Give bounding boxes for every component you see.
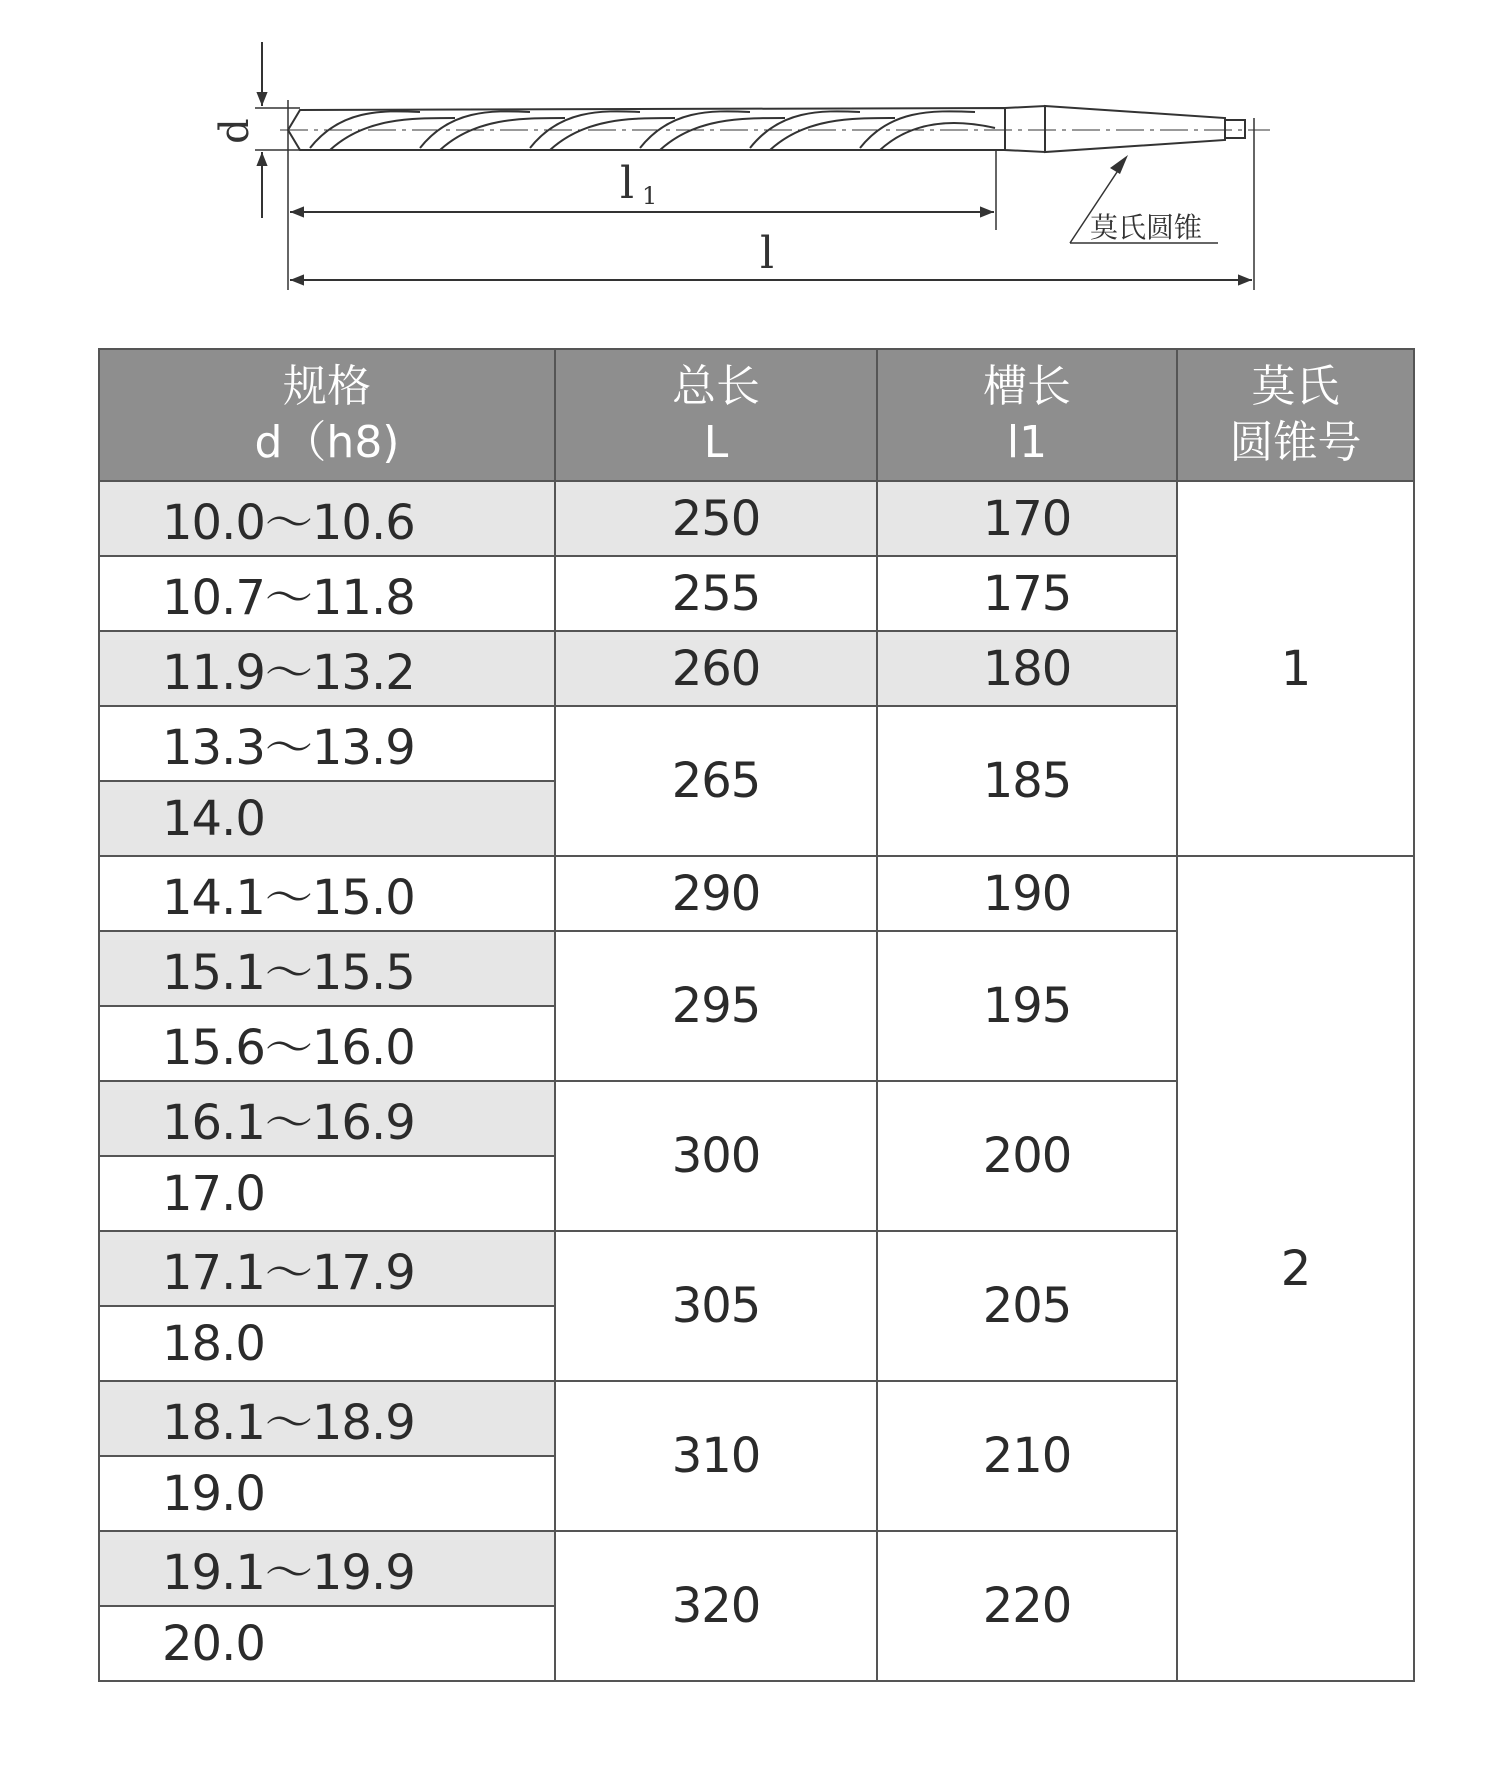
drill-spec-table <box>98 348 1415 1682</box>
total-length-cell: 250 <box>555 481 877 556</box>
diameter-cell: 16.1～16.9 <box>99 1081 555 1156</box>
diameter-cell: 15.1～15.5 <box>99 931 555 1006</box>
table-row <box>99 481 1414 556</box>
header-morse-taper: 莫氏 圆锥号 <box>1177 349 1414 481</box>
diameter-cell: 19.1～19.9 <box>99 1531 555 1606</box>
flute-length-cell: 175 <box>877 556 1177 631</box>
total-length-cell: 310 <box>555 1381 877 1531</box>
diameter-cell: 14.0 <box>99 781 555 856</box>
flute-length-cell: 205 <box>877 1231 1177 1381</box>
diameter-cell: 10.0～10.6 <box>99 481 555 556</box>
diameter-cell: 20.0 <box>99 1606 555 1681</box>
flute-length-cell: 190 <box>877 856 1177 931</box>
taper-shank-drill-drawing <box>0 0 1500 330</box>
total-length-cell: 295 <box>555 931 877 1081</box>
d-label: d <box>212 118 258 144</box>
flute-length-cell: 185 <box>877 706 1177 856</box>
l-label: l <box>760 228 775 279</box>
diameter-cell: 17.0 <box>99 1156 555 1231</box>
morse-taper-label: 莫氏圆锥 <box>1090 211 1203 244</box>
diameter-cell: 17.1～17.9 <box>99 1231 555 1306</box>
drill-body <box>288 106 1245 152</box>
diameter-cell: 10.7～11.8 <box>99 556 555 631</box>
total-length-cell: 260 <box>555 631 877 706</box>
flute-length-cell: 210 <box>877 1381 1177 1531</box>
flute-length-cell: 170 <box>877 481 1177 556</box>
total-length-cell: 290 <box>555 856 877 931</box>
header-flute-length: 槽长 l1 <box>877 349 1177 481</box>
l1-subscript: 1 <box>642 182 658 210</box>
diameter-cell: 18.1～18.9 <box>99 1381 555 1456</box>
total-length-cell: 265 <box>555 706 877 856</box>
table-row <box>99 856 1414 931</box>
total-length-cell: 320 <box>555 1531 877 1681</box>
header-row <box>99 349 1414 481</box>
morse-taper-cell: 1 <box>1177 481 1414 856</box>
diameter-cell: 18.0 <box>99 1306 555 1381</box>
diameter-cell: 13.3～13.9 <box>99 706 555 781</box>
drill-diagram <box>0 0 1500 330</box>
diameter-cell: 15.6～16.0 <box>99 1006 555 1081</box>
diameter-cell: 14.1～15.0 <box>99 856 555 931</box>
flute-length-cell: 200 <box>877 1081 1177 1231</box>
l1-label: l <box>620 158 635 209</box>
flute-length-cell: 220 <box>877 1531 1177 1681</box>
diameter-cell: 11.9～13.2 <box>99 631 555 706</box>
total-length-cell: 255 <box>555 556 877 631</box>
header-spec: 规格 d（h8) <box>99 349 555 481</box>
header-total-length: 总长 L <box>555 349 877 481</box>
morse-taper-cell: 2 <box>1177 856 1414 1681</box>
total-length-cell: 305 <box>555 1231 877 1381</box>
total-length-cell: 300 <box>555 1081 877 1231</box>
flute-length-cell: 195 <box>877 931 1177 1081</box>
diameter-cell: 19.0 <box>99 1456 555 1531</box>
flute-length-cell: 180 <box>877 631 1177 706</box>
